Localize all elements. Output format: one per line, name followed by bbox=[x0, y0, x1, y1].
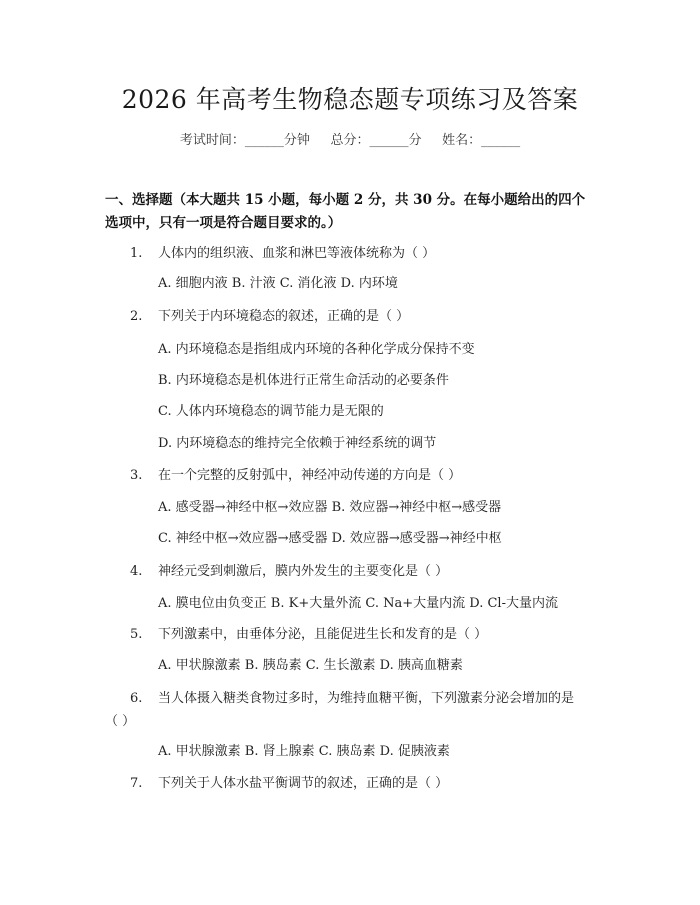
question-stem: 下列关于人体水盐平衡调节的叙述，正确的是（ ） bbox=[158, 776, 449, 791]
question-3 bbox=[130, 466, 461, 486]
question-6-options: A. 甲状腺激素 B. 肾上腺素 C. 胰岛素 D. 促胰液素 bbox=[158, 744, 450, 759]
question-number: 1. bbox=[130, 246, 143, 261]
question-number: 3. bbox=[130, 468, 143, 483]
question-stem: 在一个完整的反射弧中，神经冲动传递的方向是（ ） bbox=[158, 468, 462, 483]
question-2 bbox=[130, 307, 409, 327]
section-heading: 一、选择题（本大题共 15 小题，每小题 2 分，共 30 分。在每小题给出的四个选项中，只有一项是符合题目要求的。） bbox=[105, 192, 586, 231]
question-4-options: A. 膜电位由负变正 B. K+大量外流 C. Na+大量内流 D. Cl-大量内流 bbox=[158, 596, 558, 611]
question-number: 4. bbox=[130, 564, 143, 579]
question-1 bbox=[130, 244, 435, 264]
question-6 bbox=[130, 689, 574, 709]
question-2-option-a: A. 内环境稳态是指组成内环境的各种化学成分保持不变 bbox=[158, 342, 475, 357]
question-number: 7. bbox=[130, 776, 143, 791]
page-title: 2026 年高考生物稳态题专项练习及答案 bbox=[121, 85, 579, 114]
question-stem: 下列激素中，由垂体分泌，且能促进生长和发育的是（ ） bbox=[158, 627, 488, 642]
question-stem: 人体内的组织液、血浆和淋巴等液体统称为（ ） bbox=[158, 246, 436, 261]
question-number: 5. bbox=[130, 627, 143, 642]
exam-info-line: 考试时间：______分钟 总分：______分 姓名：______ bbox=[179, 133, 521, 148]
question-5-options: A. 甲状腺激素 B. 胰岛素 C. 生长激素 D. 胰高血糖素 bbox=[158, 658, 463, 673]
question-6-stem-continuation: （ ） bbox=[105, 714, 136, 729]
question-3-options-row-1: A. 感受器→神经中枢→效应器 B. 效应器→神经中枢→感受器 bbox=[158, 500, 502, 515]
question-1-options: A. 细胞内液 B. 汁液 C. 消化液 D. 内环境 bbox=[158, 276, 398, 291]
question-2-option-c: C. 人体内环境稳态的调节能力是无限的 bbox=[158, 404, 384, 419]
question-4 bbox=[130, 562, 448, 582]
question-7 bbox=[130, 774, 448, 794]
question-stem: 当人体摄入糖类食物过多时，为维持血糖平衡，下列激素分泌会增加的是 bbox=[158, 691, 575, 706]
question-stem: 神经元受到刺激后，膜内外发生的主要变化是（ ） bbox=[158, 564, 449, 579]
question-number: 6. bbox=[130, 691, 143, 706]
question-2-option-d: D. 内环境稳态的维持完全依赖于神经系统的调节 bbox=[158, 436, 437, 451]
question-2-option-b: B. 内环境稳态是机体进行正常生命活动的必要条件 bbox=[158, 373, 449, 388]
question-3-options-row-2: C. 神经中枢→效应器→感受器 D. 效应器→感受器→神经中枢 bbox=[158, 531, 502, 546]
question-number: 2. bbox=[130, 309, 143, 324]
question-stem: 下列关于内环境稳态的叙述，正确的是（ ） bbox=[158, 309, 410, 324]
question-5 bbox=[130, 625, 487, 645]
